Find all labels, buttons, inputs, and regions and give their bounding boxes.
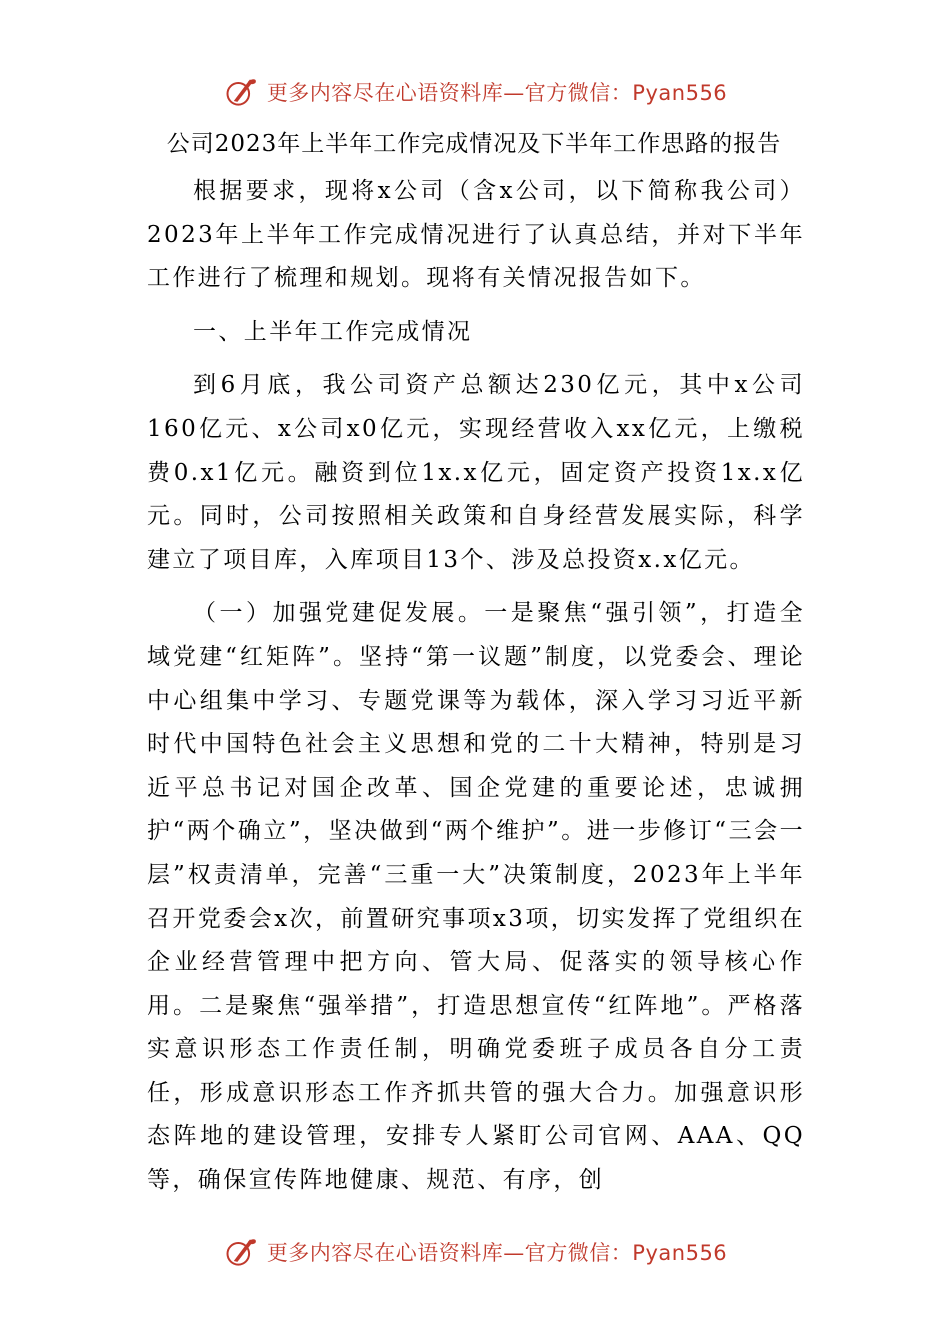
watermark-text: 更多内容尽在心语资料库—官方微信：Pyan556	[266, 81, 728, 105]
paragraph-summary: 到6月底，我公司资产总额达230亿元，其中x公司160亿元、x公司x0亿元，实现经营收入xx亿元，上缴税费0.x1亿元。融资到位1x.x亿元，固定资产投资1x.x亿元。同时，公司按照相关政策和自身经营发展实际，科学建立了项目库，入库项目13个、涉及总投资x.x亿元。	[147, 372, 805, 573]
paragraph-intro: 根据要求，现将x公司（含x公司，以下简称我公司）2023年上半年工作完成情况进行了认真总结，并对下半年工作进行了梳理和规划。现将有关情况报告如下。	[147, 178, 805, 292]
watermark-banner-top	[0, 70, 950, 114]
section-heading: 一、上半年工作完成情况	[193, 318, 473, 345]
document-body	[147, 124, 805, 1213]
watermark-text: 更多内容尽在心语资料库—官方微信：Pyan556	[266, 1241, 728, 1265]
paragraph-party-building: （一）加强党建促发展。一是聚焦“强引领”，打造全域党建“红矩阵”。坚持“第一议题”制度，以党委会、理论中心组集中学习、专题党课等为载体，深入学习习近平新时代中国特色社会主义思想和党的二十大精神，特别是习近平总书记对国企改革、国企党建的重要论述，忠诚拥护“两个确立”，坚决做到“两个维护”。进一步修订“三会一层”权责清单，完善“三重一大”决策制度，2023年上半年召开党委会x次，前置研究事项x3项，切实发挥了党组织在企业经营管理中把方向、管大局、促落实的领导核心作用。二是聚焦“强举措”，打造思想宣传“红阵地”。严格落实意识形态工作责任制，明确党委班子成员各自分工责任，形成意识形态工作齐抓共管的强大合力。加强意识形态阵地的建设管理，安排专人紧盯公司官网、AAA、QQ等，确保宣传阵地健康、规范、有序，创	[147, 600, 805, 1194]
quill-logo-icon	[223, 1234, 259, 1270]
watermark-banner-bottom	[0, 1230, 950, 1274]
document-title: 公司2023年上半年工作完成情况及下半年工作思路的报告	[166, 131, 782, 157]
quill-logo-icon	[223, 74, 259, 110]
